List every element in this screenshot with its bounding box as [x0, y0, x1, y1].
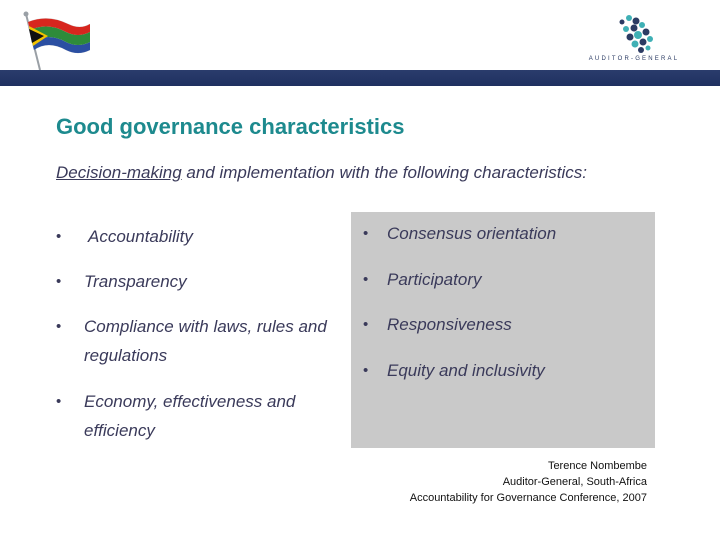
auditor-general-logo	[574, 12, 694, 68]
dots-logo-icon	[574, 12, 694, 56]
header	[0, 0, 720, 86]
intro-underlined: Decision-making	[56, 163, 182, 182]
bullet-icon: •	[56, 273, 62, 290]
credit-name: Terence Nombembe	[547, 460, 647, 472]
item-text: Compliance with laws, rules and regulations	[84, 317, 327, 365]
item-text: Participatory	[387, 270, 482, 289]
bullet-icon: •	[363, 316, 369, 333]
item-text: Accountability	[88, 227, 193, 246]
item-text: Economy, effectiveness and efficiency	[84, 392, 296, 440]
bullet-icon: •	[56, 393, 62, 410]
bullet-icon: •	[56, 228, 62, 245]
bullet-icon: •	[363, 362, 369, 379]
intro-rest: and implementation with the following characteristics:	[181, 163, 588, 182]
item-text: Responsiveness	[387, 315, 512, 334]
bullet-icon: •	[56, 318, 62, 335]
header-bar	[0, 70, 720, 86]
intro-text	[56, 162, 616, 183]
item-text: Transparency	[84, 272, 187, 291]
logo-text: AUDITOR-GENERAL	[588, 56, 680, 62]
credit-role: Auditor-General, South-Africa	[502, 476, 647, 488]
south-africa-flag-icon	[18, 10, 90, 72]
bullet-icon: •	[363, 225, 369, 242]
speaker-credit	[410, 458, 647, 506]
right-panel	[351, 212, 655, 448]
item-text: Equity and inclusivity	[387, 361, 545, 380]
bullet-icon: •	[363, 271, 369, 288]
slide-title: Good governance characteristics	[56, 114, 405, 139]
item-text: Consensus orientation	[387, 224, 557, 243]
credit-event: Accountability for Governance Conference, 2007	[409, 492, 647, 504]
